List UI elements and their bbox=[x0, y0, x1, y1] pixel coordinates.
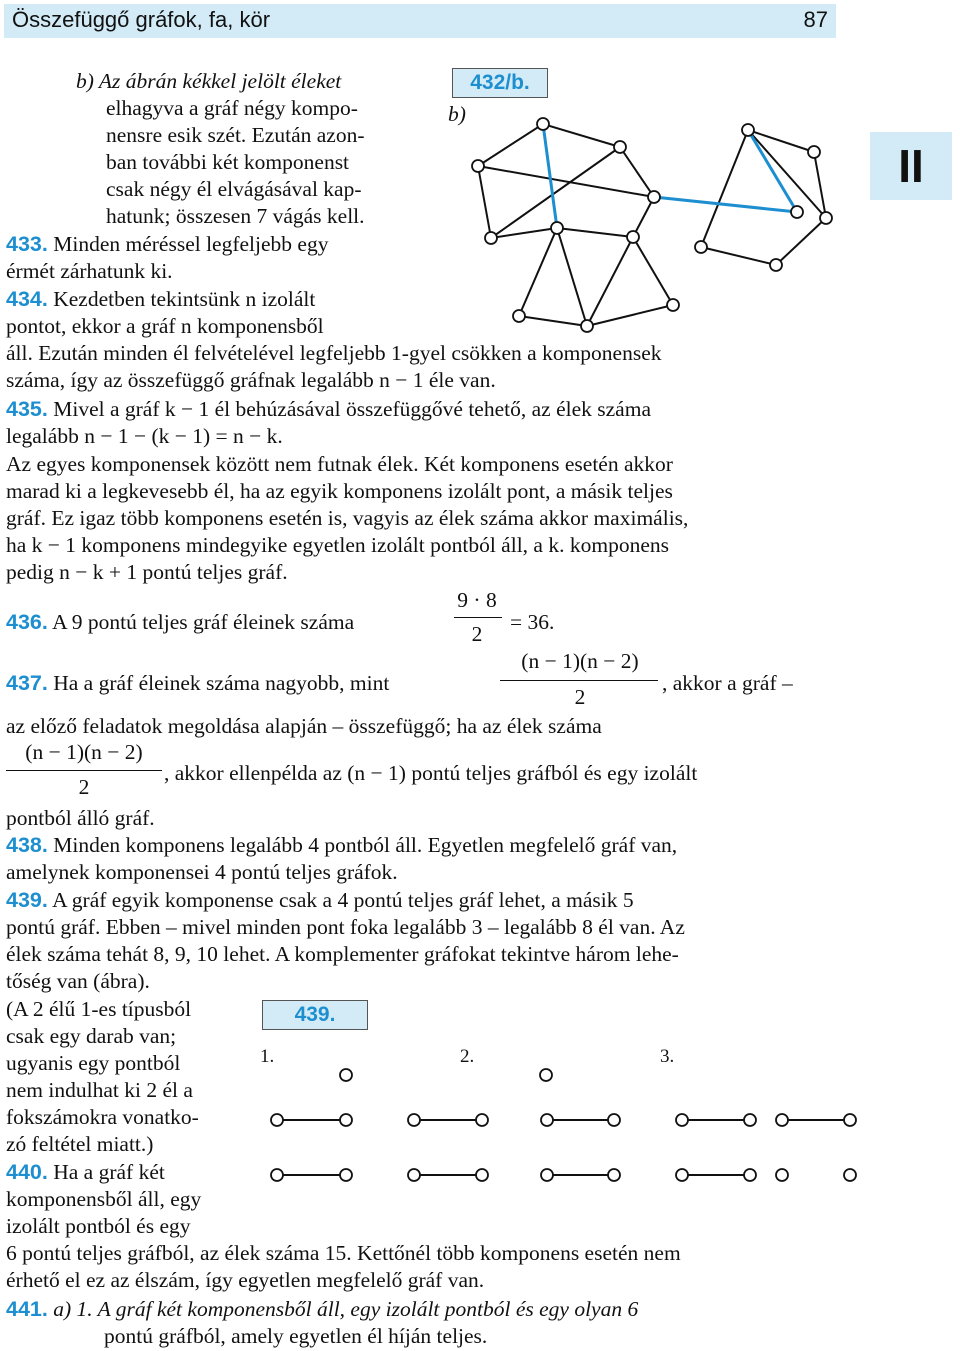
p437-line-4: pontból álló gráf. bbox=[6, 806, 155, 830]
p434-line-3: áll. Ezután minden él felvételével legfeljebb 1-gyel csökken a komponensek bbox=[6, 341, 662, 365]
figure-439-graphs bbox=[270, 1060, 870, 1240]
p437-denominator: 2 bbox=[574, 685, 586, 709]
p439-line-3: élek száma tehát 8, 9, 10 lehet. A komplementer gráfokat tekintve három lehe- bbox=[6, 942, 679, 966]
page-header bbox=[4, 4, 836, 38]
chapter-tab: II bbox=[870, 132, 952, 200]
p435-line-5: gráf. Ez igaz több komponens esetén is, vagyis az élek száma akkor maximális, bbox=[6, 506, 689, 530]
p435-line-7: pedig n − k + 1 pontú teljes gráf. bbox=[6, 560, 288, 584]
p435-line-2: legalább n − 1 − (k − 1) = n − k. bbox=[6, 424, 283, 448]
chapter-title: Összefüggő gráfok, fa, kör bbox=[12, 7, 271, 32]
p441-line-2: pontú gráfból, amely egyetlen él híján teljes. bbox=[104, 1324, 488, 1348]
p432-line-4: ban további két komponenst bbox=[106, 150, 350, 174]
p432-line-6: hatunk; összesen 7 vágás kell. bbox=[106, 204, 365, 228]
p432-line-2: elhagyva a gráf négy kompo- bbox=[106, 96, 358, 120]
p435-line-6: ha k − 1 komponens mindegyike egyetlen izolált pontból áll, a k. komponens bbox=[6, 533, 669, 557]
p437-fraction-bar-2 bbox=[6, 770, 162, 771]
p437-fraction-bar bbox=[500, 680, 658, 681]
figure-439-label: 439. bbox=[262, 1000, 368, 1030]
p436-numerator: 9 · 8 bbox=[457, 588, 497, 612]
p437-denominator-2: 2 bbox=[78, 775, 90, 799]
p437-after-2: , akkor ellenpélda az (n − 1) pontú teljes gráfból és egy izolált bbox=[164, 761, 698, 785]
p437-numerator-2: (n − 1)(n − 2) bbox=[25, 740, 143, 764]
p440-line-5: érhető el ez az élszám, így egyetlen megfelelő gráf van. bbox=[6, 1268, 485, 1292]
p436-denominator: 2 bbox=[471, 622, 483, 646]
p437-numerator: (n − 1)(n − 2) bbox=[521, 649, 639, 673]
p439-side-6: zó feltétel miatt.) bbox=[6, 1132, 154, 1156]
p434-line-4: száma, így az összefüggő gráfnak legalább n − 1 éle van. bbox=[6, 368, 496, 392]
p436-text: 436. A 9 pontú teljes gráf éleinek száma bbox=[6, 610, 355, 634]
p439-line-2: pontú gráf. Ebben – mivel minden pont foka legalább 3 – legalább 8 él van. Az bbox=[6, 915, 685, 939]
p434-line-1: 434. Kezdetben tekintsünk n izolált bbox=[6, 287, 316, 311]
p432-line-3: nensre esik szét. Ezután azon- bbox=[106, 123, 365, 147]
figure-439-col-2: 2. bbox=[460, 1046, 475, 1067]
p441-line-1: 441. a) 1. A gráf két komponensből áll, egy izolált pontból és egy olyan 6 bbox=[6, 1297, 639, 1321]
p432-line-5: csak négy él elvágásával kap- bbox=[106, 177, 362, 201]
p439-line-1: 439. A gráf egyik komponense csak a 4 pontú teljes gráf lehet, a másik 5 bbox=[6, 888, 634, 912]
p439-line-4: tőség van (ábra). bbox=[6, 969, 150, 993]
p435-line-4: marad ki a legkevesebb él, ha az egyik komponens izolált pont, a másik teljes bbox=[6, 479, 673, 503]
p439-side-2: csak egy darab van; bbox=[6, 1024, 177, 1048]
p440-line-3: izolált pontból és egy bbox=[6, 1214, 191, 1238]
p435-line-1: 435. Mivel a gráf k − 1 él behúzásával összefüggővé tehető, az élek száma bbox=[6, 397, 651, 421]
p439-side-4: nem indulhat ki 2 él a bbox=[6, 1078, 193, 1102]
p439-side-5: fokszámokra vonatko- bbox=[6, 1105, 199, 1129]
p436-fraction-bar bbox=[454, 617, 502, 618]
p437-after: , akkor a gráf – bbox=[662, 671, 793, 695]
p436-result: = 36. bbox=[510, 610, 555, 634]
p440-line-1: 440. Ha a gráf két bbox=[6, 1160, 165, 1184]
figure-439-col-3: 3. bbox=[660, 1046, 675, 1067]
page-number: 87 bbox=[803, 7, 828, 32]
p440-line-2: komponensből áll, egy bbox=[6, 1187, 202, 1211]
p438-line-2: amelynek komponensei 4 pontú teljes gráfok. bbox=[6, 860, 398, 884]
p433-line-1: 433. Minden méréssel legfeljebb egy bbox=[6, 232, 329, 256]
p439-side-1: (A 2 élű 1-es típusból bbox=[6, 997, 192, 1021]
p437-text: 437. Ha a gráf éleinek száma nagyobb, mint bbox=[6, 671, 390, 695]
figure-432b-label: 432/b. bbox=[452, 68, 548, 98]
p438-line-1: 438. Minden komponens legalább 4 pontból áll. Egyetlen megfelelő gráf van, bbox=[6, 833, 678, 857]
p432-line-1: b) Az ábrán kékkel jelölt éleket bbox=[76, 69, 342, 93]
p435-line-3: Az egyes komponensek között nem futnak élek. Két komponens esetén akkor bbox=[6, 452, 673, 476]
p433-line-2: érmét zárhatunk ki. bbox=[6, 259, 173, 283]
p437-line-2: az előző feladatok megoldása alapján – összefüggő; ha az élek száma bbox=[6, 714, 602, 738]
p439-side-3: ugyanis egy pontból bbox=[6, 1051, 181, 1075]
figure-432b-graph bbox=[470, 110, 840, 340]
p434-line-2: pontot, ekkor a gráf n komponensből bbox=[6, 314, 324, 338]
p440-line-4: 6 pontú teljes gráfból, az élek száma 15. Kettőnél több komponens esetén nem bbox=[6, 1241, 681, 1265]
figure-439-col-1: 1. bbox=[260, 1046, 275, 1067]
highlighted-edges bbox=[543, 124, 797, 228]
figure-432b-sub: b) bbox=[448, 102, 466, 126]
